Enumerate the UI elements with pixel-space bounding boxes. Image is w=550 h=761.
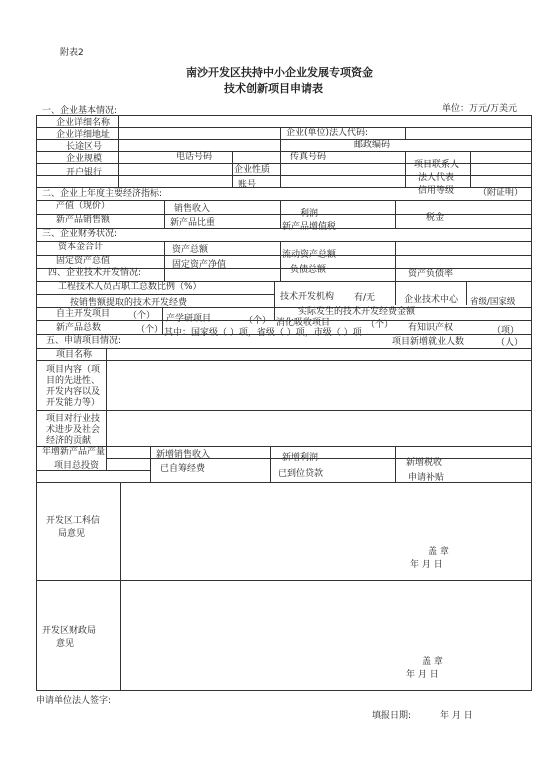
own-projects-label: 自主开发项目: [56, 309, 111, 319]
rule: [36, 320, 532, 321]
rule: [36, 214, 532, 215]
fixed-net-label: 固定资产净值: [172, 260, 227, 270]
rule: [162, 320, 163, 334]
account-label: 账号: [238, 180, 257, 190]
rule: [470, 151, 471, 187]
fixed-total-label: 固定资产总值: [56, 256, 111, 266]
area-code-label: 长途区号: [66, 142, 103, 152]
absorb-label: 消化吸收项目: [276, 318, 331, 328]
total-invest-label: 项目总投资: [54, 461, 100, 471]
form-title: 南沙开发区扶持中小企业发展专项资金: [186, 66, 373, 79]
liabilities-label: 负债总额: [290, 265, 327, 275]
rule: [270, 446, 271, 482]
new-products-label: 新产品总数: [56, 323, 102, 333]
opinion2-label-line1: 开发区财政局: [42, 626, 97, 636]
company-address-label: 企业详细地址: [56, 130, 111, 140]
section4-heading: 四、企业技术开发情况:: [48, 268, 142, 278]
unit-ge-3: （个）: [366, 320, 394, 330]
credit-label: 信用等级: [418, 186, 455, 196]
applicant-sign-label: 申请单位法人签字:: [36, 696, 112, 706]
new-profit-label: 新增利润: [282, 453, 319, 463]
rule: [106, 458, 532, 459]
rule: [232, 151, 233, 187]
frame-bottom: [36, 690, 532, 691]
rule: [405, 151, 406, 187]
levels-label: 其中：国家级（ ）项，省级（ ）项，市级（ ）项: [164, 328, 362, 338]
unit-ge-1: （个）: [128, 311, 156, 321]
sales-label: 销售收入: [174, 204, 211, 214]
form-subtitle: 技术创新项目申请表: [224, 82, 323, 95]
bank-label: 开户银行: [66, 168, 103, 178]
tech-center-label: 企业技术中心: [404, 295, 459, 305]
frame-right: [531, 115, 532, 690]
postal-code-label: 邮政编码: [354, 140, 391, 150]
scale-label: 企业规模: [66, 154, 103, 164]
rule: [405, 127, 406, 139]
legal-code-label: 企业(单位)法人代码:: [286, 128, 369, 138]
rule: [36, 348, 532, 349]
rule: [36, 580, 532, 581]
rule: [274, 281, 275, 320]
rule: [280, 127, 281, 151]
rule: [36, 127, 532, 128]
section3-heading: 三、企业财务状况:: [42, 229, 118, 239]
rule: [36, 410, 532, 411]
fill-date-label: 填报日期:: [372, 711, 412, 721]
unit-person: （人）: [496, 338, 524, 348]
rule: [36, 175, 532, 176]
rule: [280, 151, 281, 187]
phone-label: 电话号码: [176, 152, 213, 162]
unit-label: 单位：万元/万美元: [442, 104, 518, 114]
actual-fund-label: 实际发生的技术开发经费金额: [298, 307, 416, 317]
proj-content-line4: 开发能力等）: [46, 398, 101, 408]
proj-contrib-line3: 经济的贡献: [46, 436, 92, 446]
frame-left: [36, 115, 37, 690]
new-vat-label: 新产品增值税: [282, 222, 337, 232]
new-jobs-label: 项目新增就业人数: [392, 337, 465, 347]
loan-label: 已到位贷款: [278, 469, 324, 479]
rd-org-label: 技术开发机构: [280, 292, 335, 302]
opinion1-date: 年 月 日: [410, 560, 443, 570]
nature-label: 企业性质: [234, 165, 271, 175]
opinion1-label-line1: 开发区工科信: [46, 516, 101, 526]
rule: [162, 307, 163, 320]
unit-item: （项）: [492, 326, 520, 336]
legal-rep-label: 法人代表: [418, 173, 455, 183]
proj-contrib-line2: 术进步及社会: [46, 425, 101, 435]
proj-name-label: 项目名称: [56, 350, 93, 360]
iur-label: 产学研项目: [166, 314, 212, 324]
rule: [395, 281, 396, 305]
unit-ge-2: （个）: [244, 316, 272, 326]
level-label: 省级/国家级: [470, 297, 516, 307]
rd-fund-label: 按销售额提取的技术开发经费: [70, 298, 188, 308]
capital-label: 资本金合计: [58, 242, 104, 252]
rule: [36, 446, 532, 447]
attachment-label: 附表2: [60, 48, 84, 58]
yes-no-label: 有/无: [354, 293, 376, 303]
opinion2-label-line2: 意见: [56, 639, 75, 649]
rule: [395, 446, 396, 482]
rule: [36, 151, 532, 152]
rule: [36, 241, 532, 242]
subsidy-label: 申请补贴: [408, 473, 445, 483]
section5-heading: 五、申请项目情况:: [46, 336, 122, 346]
proj-content-line2: 目的先进性、: [46, 376, 101, 386]
rule: [164, 241, 165, 281]
rule: [36, 482, 532, 483]
rule: [36, 470, 150, 471]
section2-heading: 二、企业上年度主要经济指标:: [42, 189, 163, 199]
rule: [120, 482, 121, 690]
rule: [36, 360, 532, 361]
section1-heading: 一、企业基本情况:: [42, 106, 118, 116]
rule: [280, 241, 281, 281]
output-label: 产值（现价）: [56, 201, 111, 211]
opinion1-label-line2: 局意见: [58, 529, 86, 539]
new-sales-label: 新产品销售额: [56, 215, 111, 225]
rule: [36, 294, 274, 295]
new-sales-increase-label: 新增销售收入: [156, 450, 211, 460]
proj-contrib-line1: 项目对行业技: [46, 414, 101, 424]
rule: [106, 348, 107, 470]
opinion2-seal: 盖 章: [422, 657, 443, 667]
rule: [36, 255, 532, 256]
proj-content-line3: 开发内容以及: [46, 387, 101, 397]
rule: [395, 241, 396, 281]
ip-label: 有知识产权: [408, 323, 454, 333]
output-increase-label: 年增新产品产量: [42, 447, 106, 457]
company-name-label: 企业详细名称: [56, 118, 111, 128]
rule: [36, 139, 532, 140]
rule: [36, 187, 532, 188]
current-assets-label: 流动资产总额: [282, 250, 337, 260]
debt-ratio-label: 资产负债率: [408, 269, 454, 279]
engineer-ratio-label: 工程技术人员占职工总数比例（%）: [58, 282, 202, 292]
rule: [36, 307, 532, 308]
proj-content-line1: 项目内容（项: [46, 365, 101, 375]
total-assets-label: 资产总额: [172, 245, 209, 255]
new-tax-label: 新增税收: [406, 458, 443, 468]
rule: [150, 446, 151, 482]
rule: [36, 334, 532, 335]
self-fund-label: 已自筹经费: [160, 464, 206, 474]
rule: [36, 200, 532, 201]
contact-label: 项目联系人: [414, 160, 460, 170]
fill-date-value: 年 月 日: [440, 711, 473, 721]
rule: [466, 281, 467, 305]
unit-ge-4: （个）: [136, 325, 164, 335]
profit-label: 利润: [300, 209, 319, 219]
fax-label: 传真号码: [290, 152, 327, 162]
proof-label: （附证明）: [478, 188, 524, 198]
opinion1-seal: 盖 章: [428, 547, 449, 557]
opinion2-date: 年 月 日: [406, 670, 439, 680]
new-ratio-label: 新产品比重: [170, 218, 216, 228]
tax-label: 税金: [426, 213, 445, 223]
